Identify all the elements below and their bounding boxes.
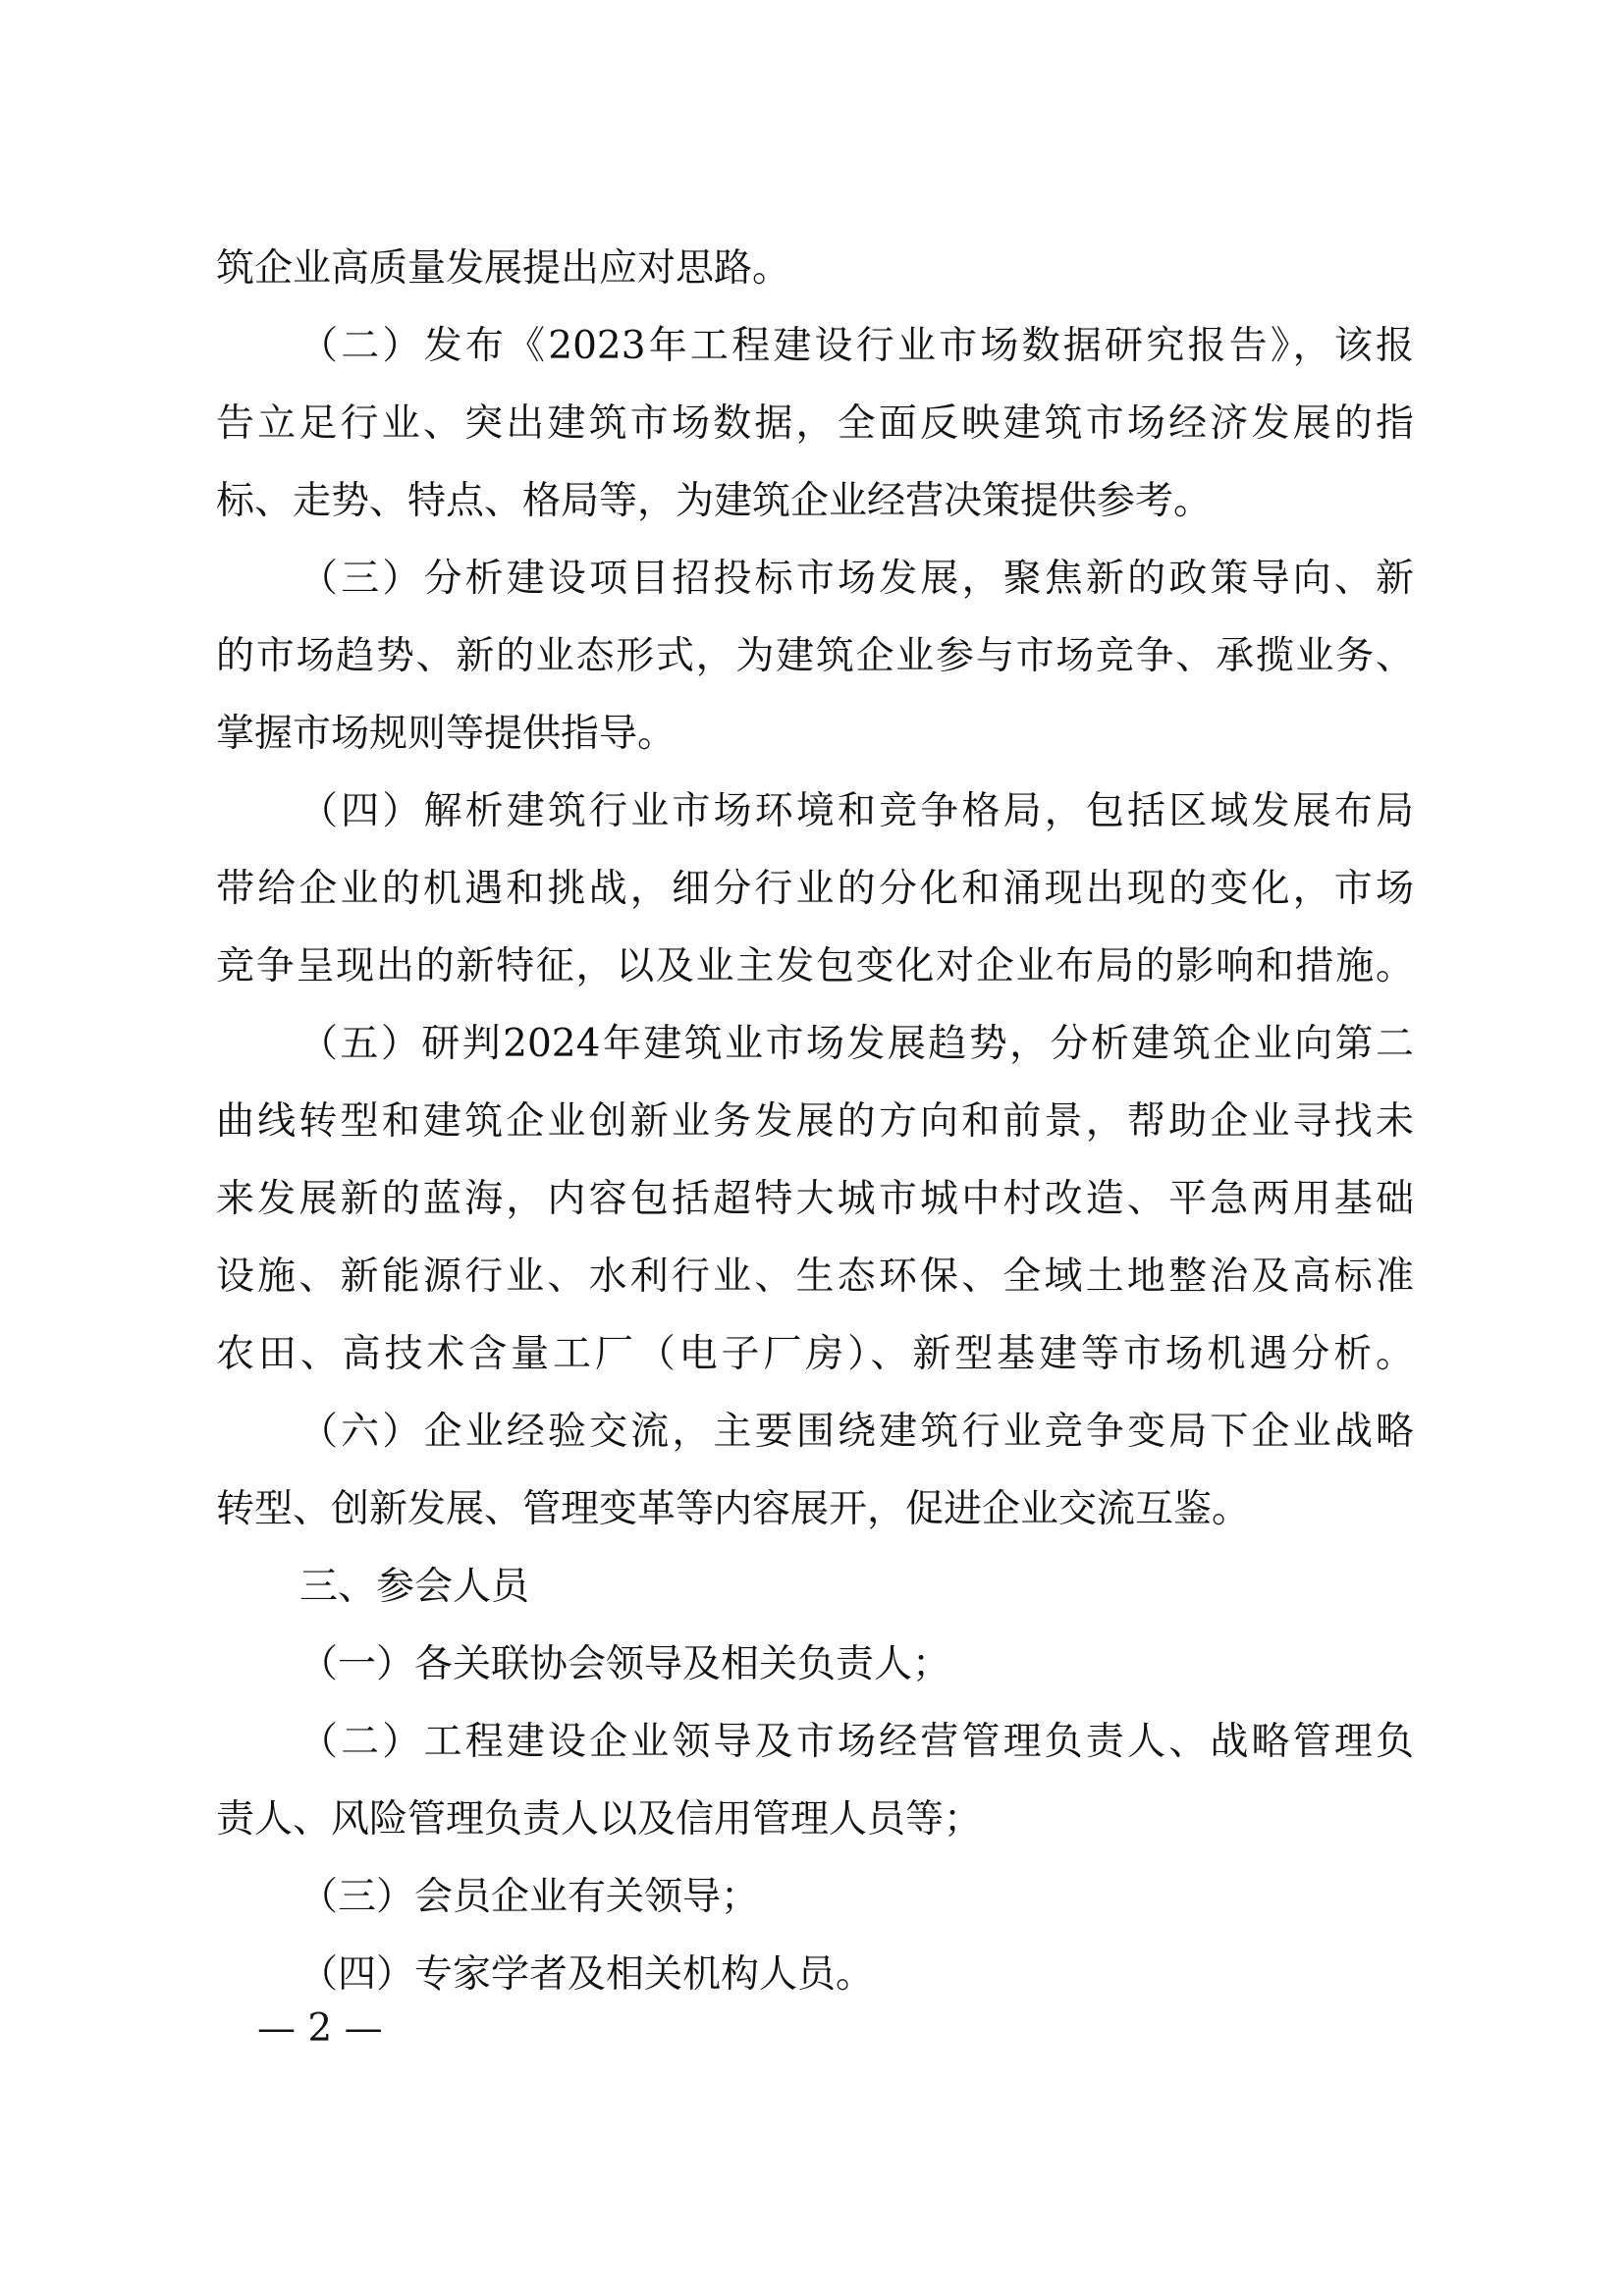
body-line-8: （四）解析建筑行业市场环境和竞争格局，包括区域发展布局	[299, 789, 1414, 833]
body-line-3: 告立足行业、突出建筑市场数据，全面反映建筑市场经济发展的指	[216, 401, 1414, 446]
section-heading-attendees: 三、参会人员	[299, 1565, 530, 1609]
body-line-22: （三）会员企业有关领导；	[299, 1875, 760, 1919]
body-line-19: （一）各关联协会领导及相关负责人；	[299, 1642, 951, 1686]
body-line-13: 来发展新的蓝海，内容包括超特大城市城中村改造、平急两用基础	[216, 1177, 1414, 1221]
body-line-6: 的市场趋势、新的业态形式，为建筑企业参与市场竞争、承揽业务、	[216, 634, 1414, 678]
page-number: — 2 —	[257, 2006, 383, 2051]
body-line-1: 筑企业高质量发展提出应对思路。	[216, 246, 791, 291]
body-line-9: 带给企业的机遇和挑战，细分行业的分化和涌现出现的变化，市场	[216, 867, 1414, 911]
body-line-16: （六）企业经验交流，主要围绕建筑行业竞争变局下企业战略	[299, 1410, 1414, 1454]
body-line-2: （二）发布《2023年工程建设行业市场数据研究报告》，该报	[299, 324, 1414, 368]
body-line-17: 转型、创新发展、管理变革等内容展开，促进企业交流互鉴。	[216, 1487, 1251, 1531]
body-line-20: （二）工程建设企业领导及市场经营管理负责人、战略管理负	[299, 1720, 1414, 1764]
body-line-4: 标、走势、特点、格局等，为建筑企业经营决策提供参考。	[216, 479, 1213, 523]
body-line-11: （五）研判2024年建筑业市场发展趋势，分析建筑企业向第二	[299, 1022, 1414, 1066]
body-line-23: （四）专家学者及相关机构人员。	[299, 1952, 875, 1997]
body-line-5: （三）分析建设项目招投标市场发展，聚焦新的政策导向、新	[299, 557, 1414, 601]
body-line-12: 曲线转型和建筑企业创新业务发展的方向和前景，帮助企业寻找未	[216, 1099, 1414, 1144]
body-line-21: 责人、风险管理负责人以及信用管理人员等；	[216, 1797, 983, 1842]
body-line-15: 农田、高技术含量工厂（电子厂房）、新型基建等市场机遇分析。	[216, 1332, 1414, 1376]
body-line-14: 设施、新能源行业、水利行业、生态环保、全域土地整治及高标准	[216, 1255, 1414, 1299]
body-line-7: 掌握市场规则等提供指导。	[216, 712, 677, 756]
body-line-10: 竞争呈现出的新特征，以及业主发包变化对企业布局的影响和措施。	[216, 944, 1414, 988]
